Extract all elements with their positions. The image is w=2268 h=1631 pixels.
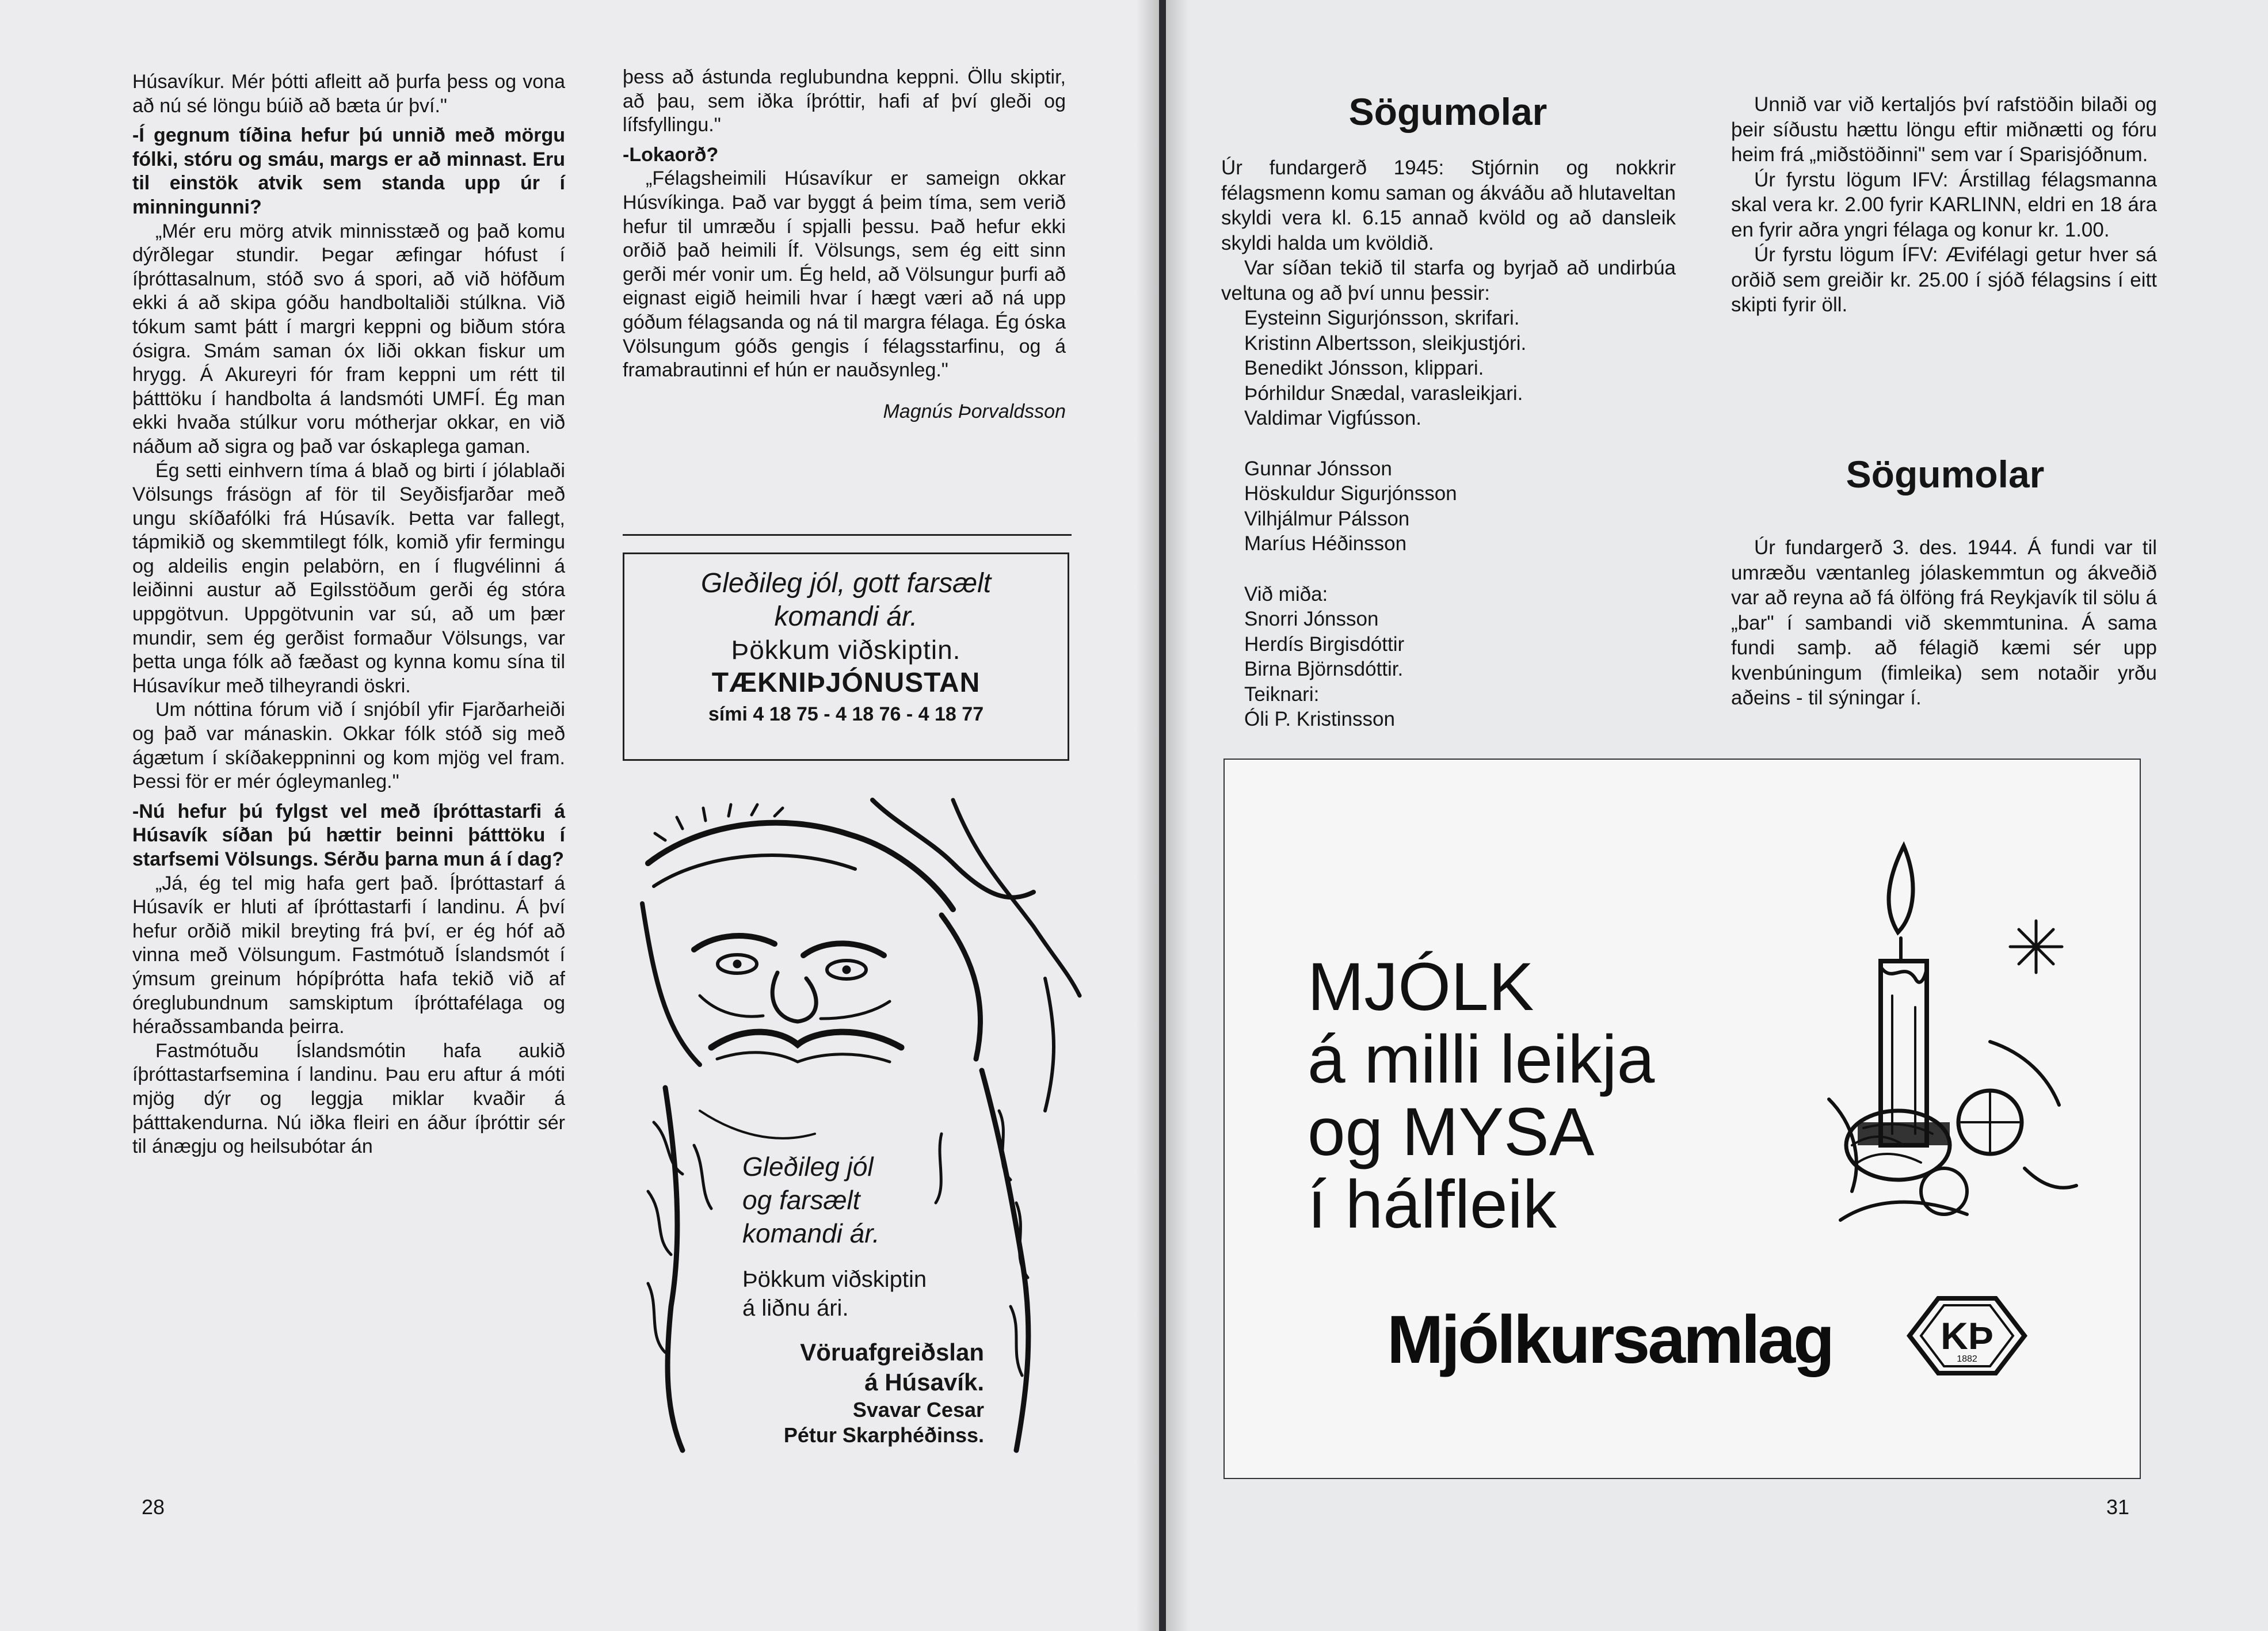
candle-illustration (1817, 823, 2082, 1237)
names-list-3 (1221, 607, 1676, 682)
milk-slogan (1308, 951, 1655, 1241)
slogan-line-4: í hálfleik (1308, 1167, 1557, 1243)
name-entry: Maríus Héðinsson (1244, 532, 1407, 555)
vid-mida-label: Við miða: (1244, 582, 1328, 605)
names-list-1 (1221, 306, 1676, 431)
name-entry: Snorri Jónsson (1244, 608, 1379, 630)
kth-logo (1904, 1293, 2030, 1379)
gutter-shadow (1136, 0, 1159, 1631)
ad-company: TÆKNIÞJÓNUSTAN (711, 668, 981, 698)
sogumolar-heading-1: Sögumolar (1348, 90, 1547, 133)
sogumolar2-text: Úr fundargerð 3. des. 1944. Á fundi var til umræðu væntanleg jólaskemmtun og ákveðið var að reyna að fá ölföng frá Reykjavík til sölu á „bar" í sambandi við skemmtunina. Á sama fundi samþ. að félagið kæmi sér upp kvenbúningum (fimleika) sem notaðir yrðu aðeins - til sýningar í. (1731, 536, 2157, 709)
name-entry: Birna Björnsdóttir. (1244, 658, 1404, 680)
page-number-right: 31 (2106, 1495, 2130, 1519)
name-entry: Valdimar Vigfússon. (1244, 407, 1422, 429)
name-entry: Höskuldur Sigurjónsson (1244, 482, 1457, 505)
ad-greeting-line2: komandi ár. (774, 601, 918, 632)
interview-question: -Nú hefur þú fylgst vel með íþróttastarfi á Húsavík síðan þú hættir beinni þátttöku í starfsemi Völsungs. Sérðu þarna mun á í dag? (132, 800, 565, 870)
right-para-1: Unnið var við kertaljós því rafstöðin bilaði og þeir síðustu hættu löngu eftir miðnætti og fóru heim frá „miðstöðinni" sem var í Sparisjóðnum. (1731, 93, 2157, 166)
article-column-2 (623, 66, 1066, 424)
santa-greet-1: Gleðileg jól (742, 1152, 874, 1182)
article-paragraph: þess að ástunda reglubundna keppni. Öllu skiptir, að þau, sem iðka íþróttir, hafi af því gleði og lífsfyllingu." (623, 66, 1066, 136)
article-paragraph: Ég setti einhvern tíma á blað og birti í jólablaði Völsungs frásögn af för til Seyðisfjarðar með ungu skíðafólki frá Húsavík. Þetta var fallegt, tápmikið og skemmtilegt fólk, komið yfir fermingu og aldeilis engin pelabörn, en í flugvélinni á leiðinni austur að Egilsstöðum gerði ég stóra uppgötvun. Uppgötvunin var sú, að um þær mundir, sem ég gerðist formaður Völsungs, var þetta unga fólk að fæðast og kynna komu sína til Húsavíkur með tilheyrandi öskri. (132, 459, 565, 697)
santa-company-1: Vöruafgreiðslan (800, 1339, 984, 1366)
name-entry: Vilhjálmur Pálsson (1244, 507, 1410, 530)
teiknari-name: Óli P. Kristinsson (1244, 708, 1395, 730)
name-entry: Eysteinn Sigurjónsson, skrifari. (1244, 307, 1520, 329)
slogan-line-2: á milli leikja (1308, 1022, 1655, 1098)
sogumolar-heading-2: Sögumolar (1846, 453, 2045, 496)
interview-question: -Lokaorð? (623, 143, 719, 166)
santa-person-2: Pétur Skarphéðinss. (783, 1423, 984, 1447)
divider-line (623, 534, 1072, 536)
author-signature: Magnús Þorvaldsson (883, 400, 1066, 422)
sogumolar-column-1 (1221, 155, 1676, 742)
article-paragraph: „Félagsheimili Húsavíkur er sameign okkar Húsvíkinga. Það var byggt á þeim tíma, sem verið hefur til umræðu í spjalli þessu. Það hefur ekki orðið það heimili Íf. Völsungs, sem ég eitt sinn gerði mér vonir um. Ég held, að Völsungur þurfi að eignast eigið heimili hvar í hægt væri að ná upp góðum félagsanda og ná til margra félaga. Ég óska Völsungum góðs gengis í félagsstarfinu, og á framabrautinni ef hún er nauðsynleg." (623, 167, 1066, 382)
logo-letters: KÞ (1941, 1314, 1993, 1357)
santa-thanks-2: á liðnu ári. (742, 1295, 849, 1321)
santa-person-1: Svavar Cesar (852, 1398, 984, 1422)
right-para-2: Úr fyrstu lögum IFV: Árstillag félagsmanna skal vera kr. 2.00 fyrir KARLINN, eldri en 18 ára en fyrir aðra yngri félaga og konur kr. 1.00. (1731, 168, 2157, 241)
name-entry: Benedikt Jónsson, klippari. (1244, 357, 1484, 379)
tekniþjonustan-ad (623, 552, 1069, 761)
article-paragraph: Um nóttina fórum við í snjóbíl yfir Fjarðarheiði og það var mánaskin. Okkar fólk stóð sig með ágætum í skíðakeppninni og kom mjög vel fram. Þessi för er mér ógleymanleg." (132, 699, 565, 793)
right-para-3: Úr fyrstu lögum ÍFV: Ævifélagi getur hver sá orðið sem greiðir kr. 25.00 í sjóð félagsins í eitt skipti fyrir öll. (1731, 243, 2157, 316)
slogan-line-3: og MYSA (1308, 1094, 1595, 1170)
name-entry: Þórhildur Snædal, varasleikjari. (1244, 382, 1523, 405)
names-list-2 (1221, 456, 1676, 557)
slogan-line-1: MJÓLK (1308, 949, 1534, 1025)
mjolkursamlag-ad (1223, 759, 2141, 1479)
article-column-1 (132, 70, 565, 1159)
santa-thanks-1: Þökkum viðskiptin (742, 1267, 927, 1292)
ad-greeting-line1: Gleðileg jól, gott farsælt (700, 568, 992, 599)
sogumolar-intro: Úr fundargerð 1945: Stjórnin og nokkrir félagsmenn komu saman og ákváðu að hlutaveltan skyldi vera kl. 6.15 annað kvöld og að dansleik skyldi halda um kvöldið. (1221, 157, 1676, 254)
teiknari-label: Teiknari: (1244, 683, 1320, 706)
logo-year: 1882 (1957, 1354, 1977, 1364)
santa-company-2: á Húsavík. (864, 1369, 984, 1396)
brand-name: Mjólkursamlag (1387, 1302, 1833, 1378)
santa-ad-text (742, 1150, 984, 1448)
article-paragraph: „Já, ég tel mig hafa gert það. Íþróttastarf á Húsavík er hluti af íþróttastarfi í landinu. Á því hefur orðið mikil breyting frá því, er ég hóf að vinna með Völsungum. Fastmótuð Íslandsmót í ýmsum greinum hópíþrótta hafa tekið við af óreglubundnum samskiptum íþróttafélaga og héraðssambanda þeirra. (132, 872, 565, 1038)
article-paragraph: „Mér eru mörg atvik minnisstæð og það komu dýrðlegar stundir. Þegar æfingar hófust í íþróttasalnum, stóð svo á spori, að við höfðum ekki á að skipa góðu handboltaliði stúlkna. Við tókum samt þátt í margri keppni og biðum stóra ósigra. Smám saman óx liði okkan fiskur um hrygg. Á Akureyri fór fram keppni um rétt til þátttöku í handbolta á landsmóti UMFÍ. Ég man ekki hvaða stúlkur voru mótherjar okkar, en við náðum að sigra og það var óskaplega gaman. (132, 220, 565, 458)
sogumolar-para2: Var síðan tekið til starfa og byrjað að undirbúa veltuna og að því unnu þessir: (1221, 257, 1676, 304)
interview-question: -Í gegnum tíðina hefur þú unnið með mörgu fólki, stóru og smáu, margs er að minnast. Eru til einstök atvik sem standa upp úr í minningunni? (132, 124, 565, 218)
ad-thanks: Þökkum viðskiptin. (731, 635, 961, 665)
name-entry: Kristinn Albertsson, sleikjustjóri. (1244, 331, 1527, 355)
article-paragraph: Fastmótuðu Íslandsmótin hafa aukið íþróttastarfsemina í landinu. Þau eru aftur á móti mjög dýr og leggja miklar kvaðir á þátttakendurna. Nú iðka fleiri en áður íþróttir sér til ánægju og heilsubótar án (132, 1039, 565, 1158)
santa-greet-2: og farsælt (742, 1185, 860, 1215)
article-paragraph: Húsavíkur. Mér þótti afleitt að þurfa þess og vona að nú sé löngu búið að bæta úr því." (132, 71, 565, 117)
gutter-shadow (1166, 0, 1189, 1631)
santa-greet-3: komandi ár. (742, 1218, 880, 1248)
page-number-left: 28 (142, 1495, 165, 1519)
right-column (1731, 92, 2157, 318)
sogumolar-column-2 (1731, 535, 2157, 711)
ad-phone: sími 4 18 75 - 4 18 76 - 4 18 77 (708, 703, 984, 725)
name-entry: Herdís Birgisdóttir (1244, 632, 1405, 656)
name-entry: Gunnar Jónsson (1244, 457, 1392, 480)
